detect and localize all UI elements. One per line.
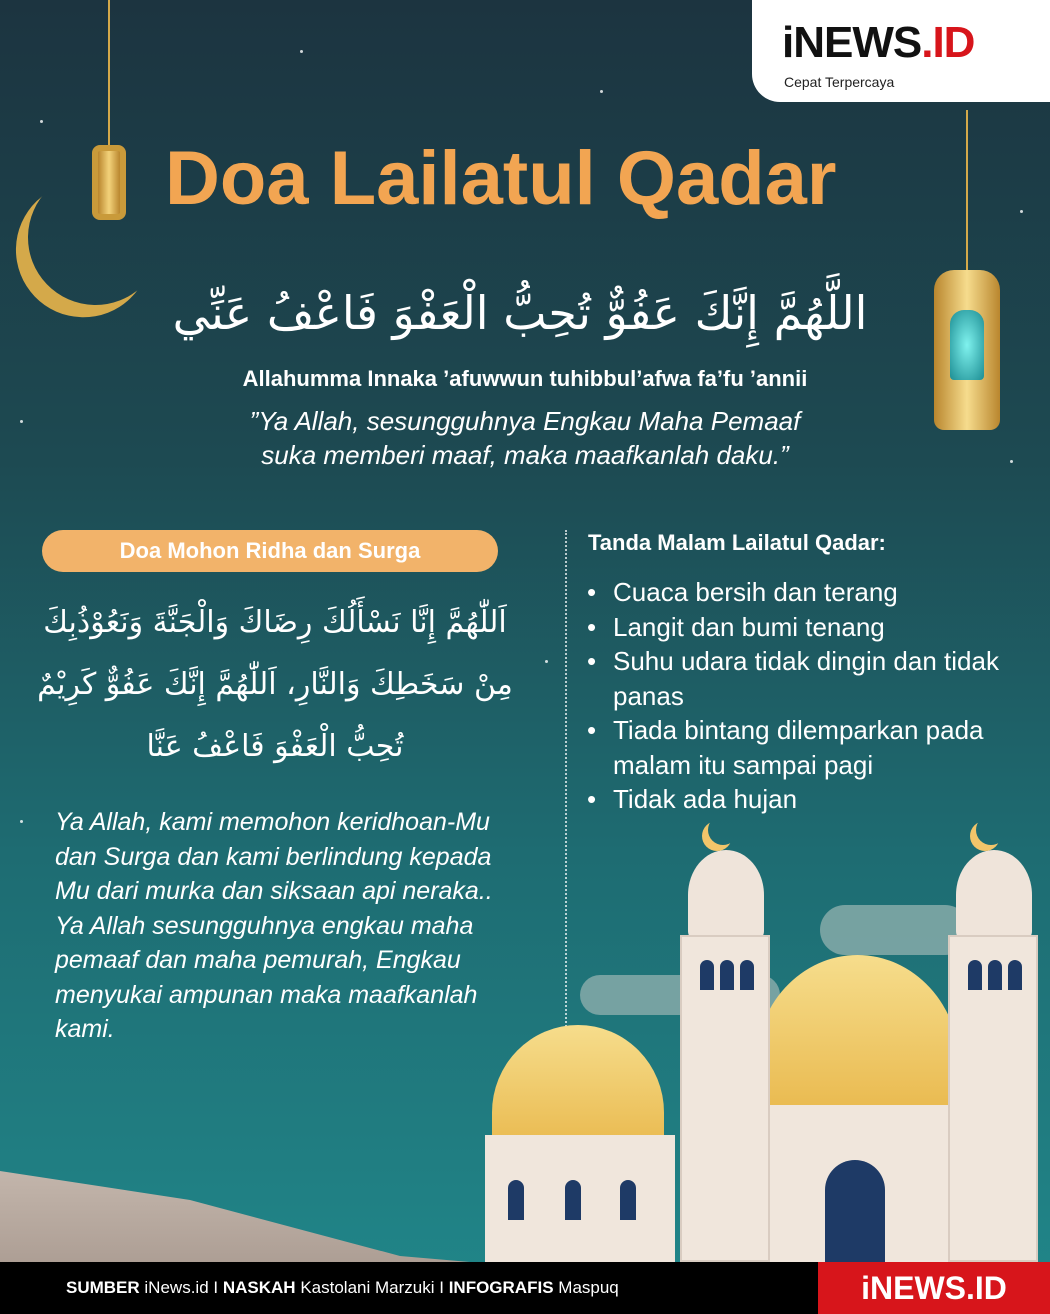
footer-credits: SUMBER iNews.id I NASKAH Kastolani Marzuki I INFOGRAFIS Maspuq xyxy=(66,1278,619,1297)
inews-logo[interactable]: iNEWS.ID xyxy=(782,18,975,67)
star xyxy=(300,50,303,53)
list-item: • Tidak ada hujan xyxy=(585,782,1045,817)
signs-list xyxy=(585,575,1045,817)
lantern-glow xyxy=(950,310,984,380)
translation-line: ”Ya Allah, sesungguhnya Engkau Maha Pemaaf xyxy=(249,406,801,436)
lantern-chain xyxy=(108,0,110,145)
main-doa-latin: Allahumma Innaka ’afuwwun tuhibbul’afwa fa’fu ’annii xyxy=(242,366,808,391)
list-item: • Cuaca bersih dan terang xyxy=(585,575,1045,610)
list-item: • Langit dan bumi tenang xyxy=(585,610,1045,645)
second-doa-translation: Ya Allah, kami memohon keridhoan-Mu dan Surga dan kami berlindung kepada Mu dari murka dan siksaan api neraka.. Ya Allah sesungguhnya engkau maha pemaaf dan maha pemurah, Engkau menyukai ampunan maka maafkanlah kami. xyxy=(55,808,493,1043)
main-doa-translation xyxy=(160,404,890,472)
star xyxy=(1020,210,1023,213)
signs-title: Tanda Malam Lailatul Qadar: xyxy=(588,530,886,555)
arabic-line: اَللّٰهُمَّ إِنَّا نَسْأَلُكَ رِضَاكَ وَالْجَنَّةَ وَنَعُوْذُبِكَ xyxy=(43,605,507,640)
arabic-line: تُحِبُّ الْعَفْوَ فَاعْفُ عَنَّا xyxy=(146,729,404,764)
lantern-icon xyxy=(92,145,126,220)
main-doa-arabic: اللَّهُمَّ إِنَّكَ عَفُوٌّ تُحِبُّ الْعَفْوَ فَاعْفُ عَنِّي xyxy=(172,286,868,340)
star xyxy=(20,420,23,423)
star xyxy=(40,120,43,123)
star xyxy=(600,90,603,93)
second-doa-label: Doa Mohon Ridha dan Surga xyxy=(42,530,498,572)
footer-logo[interactable]: iNEWS.ID xyxy=(818,1262,1050,1314)
logo-tagline: Cepat Terpercaya xyxy=(784,74,895,90)
star xyxy=(545,660,548,663)
star xyxy=(1010,460,1013,463)
lantern-chain xyxy=(966,110,968,270)
translation-line: suka memberi maaf, maka maafkanlah daku.” xyxy=(261,440,789,470)
second-doa-arabic xyxy=(15,592,535,778)
page-title: Doa Lailatul Qadar xyxy=(165,136,837,221)
list-item: • Suhu udara tidak dingin dan tidak panas xyxy=(585,644,1045,713)
arabic-line: مِنْ سَخَطِكَ وَالنَّارِ، اَللّٰهُمَّ إِنَّكَ عَفُوٌّ كَرِيْمٌ xyxy=(37,667,513,702)
column-divider xyxy=(565,530,567,1030)
star xyxy=(20,820,23,823)
list-item: • Tiada bintang dilemparkan pada malam itu sampai pagi xyxy=(585,713,1045,782)
